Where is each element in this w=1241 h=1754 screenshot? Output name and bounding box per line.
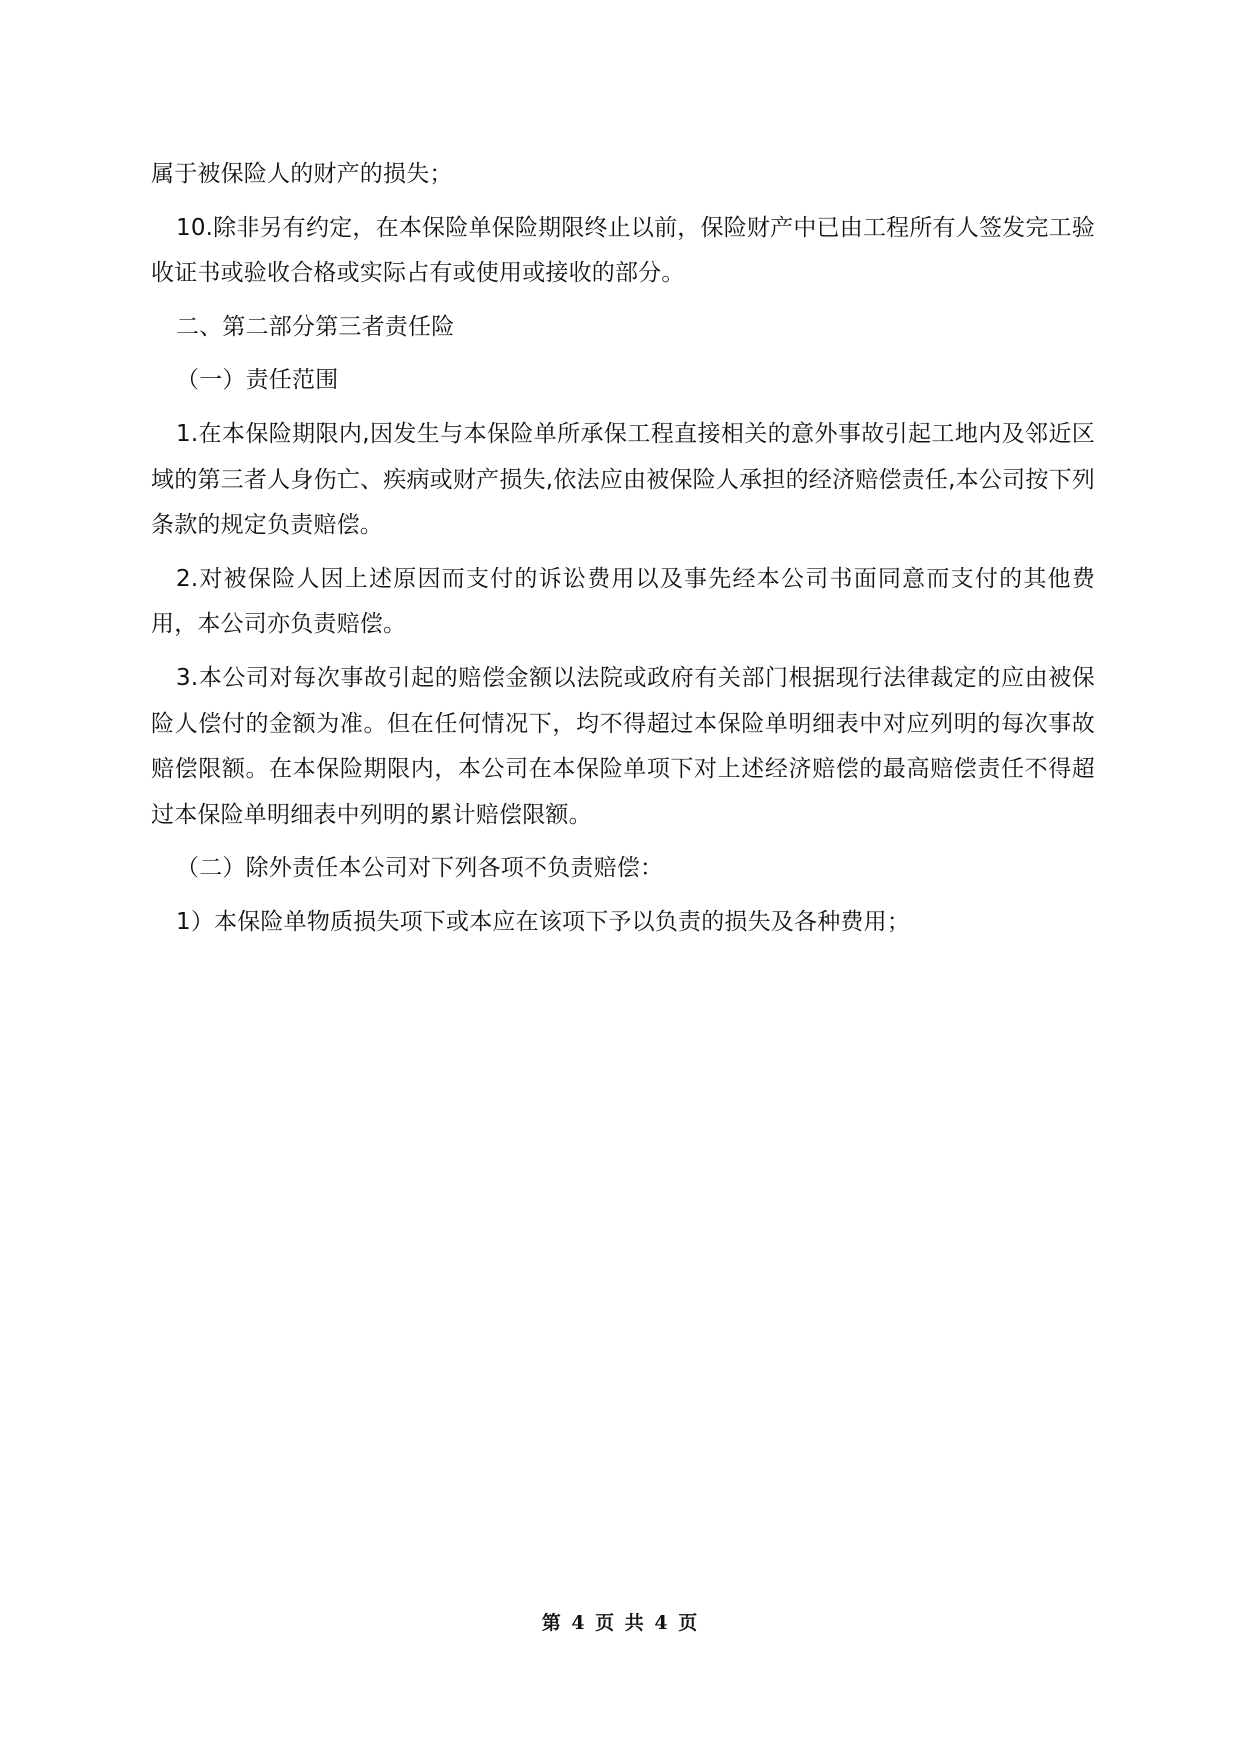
paragraph-1: 属于被保险人的财产的损失； [151, 161, 453, 187]
document-body [151, 152, 1095, 954]
paragraph-2: 10.除非另有约定，在本保险单保险期限终止以前，保险财产中已由工程所有人签发完工验收证书或验收合格或实际占有或使用或接收的部分。 [151, 214, 1095, 287]
paragraph-exclusion-1: 1）本保险单物质损失项下或本应在该项下予以负责的损失及各种费用； [176, 908, 911, 935]
paragraph-clause-1: 1.在本保险期限内,因发生与本保险单所承保工程直接相关的意外事故引起工地内及邻近区域的第三者人身伤亡、疾病或财产损失,依法应由被保险人承担的经济赔偿责任,本公司按下列条款的规定负责赔偿。 [151, 420, 1095, 539]
subsection-heading-exclusions: （二）除外责任本公司对下列各项不负责赔偿： [176, 855, 664, 882]
subsection-heading-scope: （一）责任范围 [176, 367, 339, 394]
paragraph-clause-3: 3.本公司对每次事故引起的赔偿金额以法院或政府有关部门根据现行法律裁定的应由被保险人偿付的金额为准。但在任何情况下，均不得超过本保险单明细表中对应列明的每次事故赔偿限额。在本保险期限内，本公司在本保险单项下对上述经济赔偿的最高赔偿责任不得超过本保险单明细表中列明的累计赔偿限额。 [151, 664, 1095, 828]
paragraph-clause-2: 2.对被保险人因上述原因而支付的诉讼费用以及事先经本公司书面同意而支付的其他费用，本公司亦负责赔偿。 [151, 565, 1095, 638]
section-heading-third-party-liability: 二、第二部分第三者责任险 [176, 313, 455, 340]
page-number-footer: 第 4 页 共 4 页 [541, 1612, 700, 1634]
